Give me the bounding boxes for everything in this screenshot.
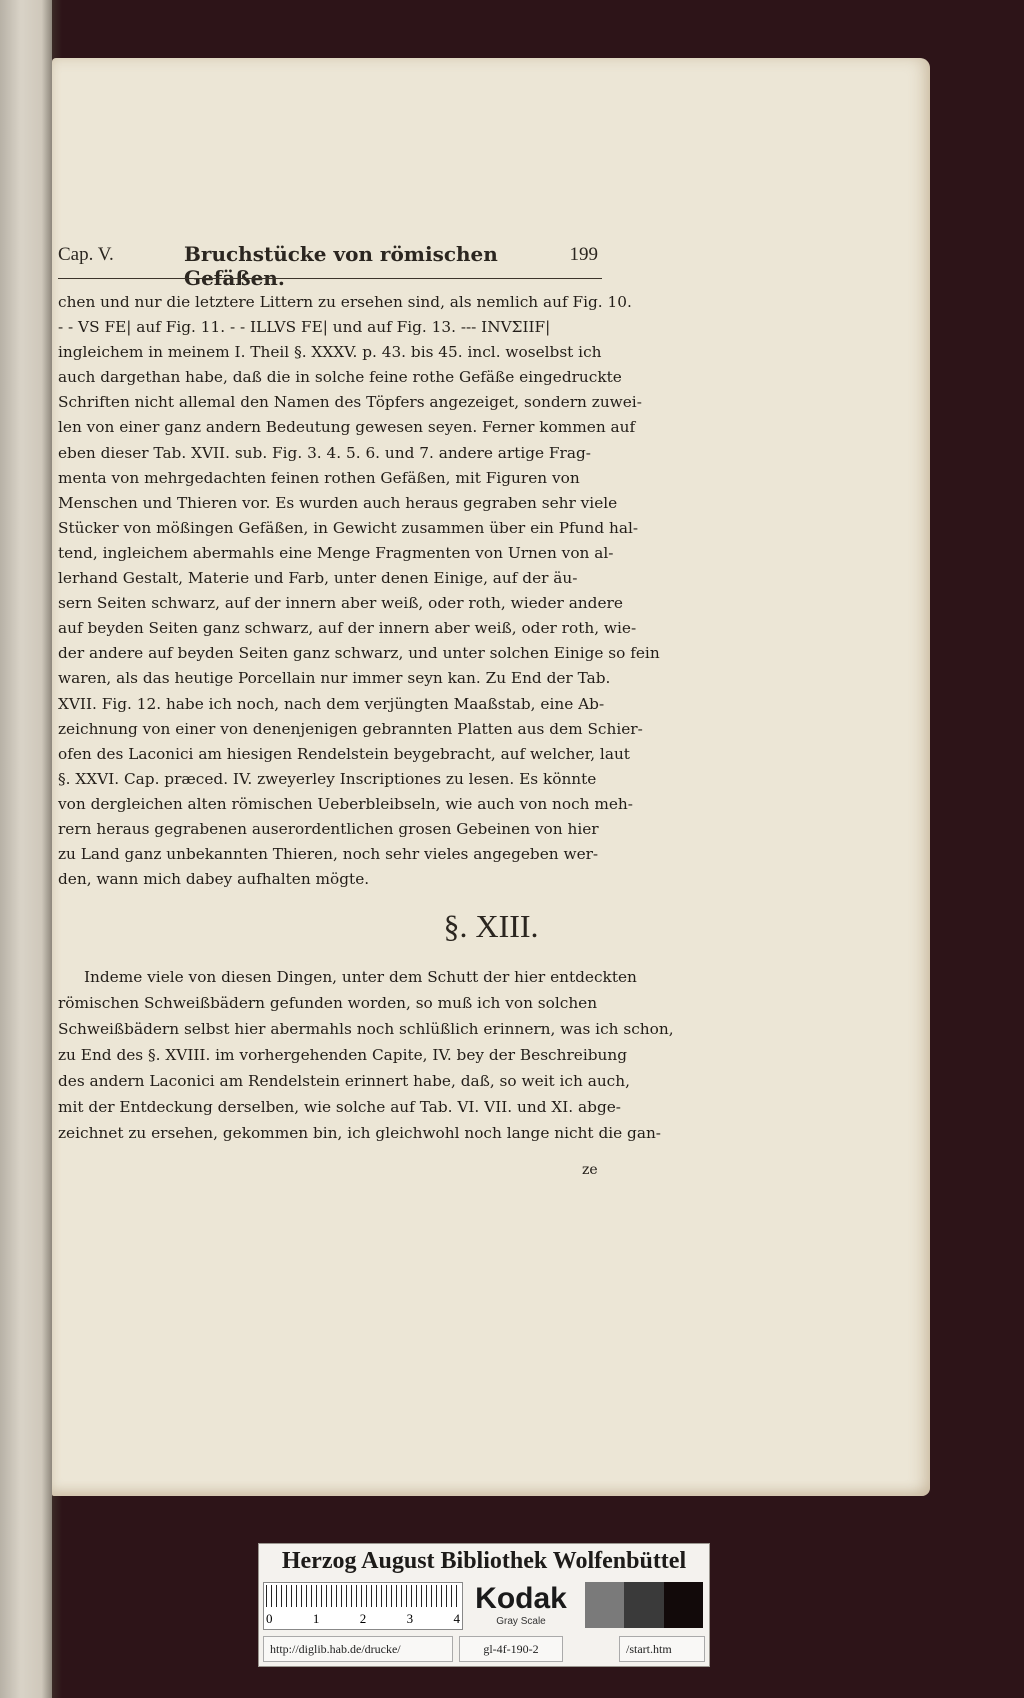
text-line: ingleichem in meinem I. Theil §. XXXV. p. 43. bis 45. incl. woselbst ich <box>58 343 602 362</box>
section-text <box>58 964 674 1146</box>
catchword: ze <box>582 1162 598 1178</box>
ruler-number: 3 <box>406 1611 414 1626</box>
gray-scale-caption: Gray Scale <box>496 1616 546 1627</box>
body-text <box>58 290 660 892</box>
text-line: zeichnet zu ersehen, gekommen bin, ich gleichwohl noch lange nicht die gan- <box>58 1124 661 1142</box>
page-number: 199 <box>569 244 598 265</box>
text-line: auf beyden Seiten ganz schwarz, auf der innern aber weiß, oder roth, wie- <box>58 619 637 638</box>
running-header <box>58 238 598 290</box>
text-line: sern Seiten schwarz, auf der innern aber weiß, oder roth, wieder andere <box>58 594 623 613</box>
text-line: zu End des §. XVIII. im vorhergehenden Capite, IV. bey der Beschreibung <box>58 1046 628 1064</box>
kodak-brand: Kodak <box>475 1582 567 1615</box>
text-line: zeichnung von einer von denenjenigen gebrannten Platten aus dem Schier- <box>58 719 643 738</box>
text-line: ofen des Laconici am hiesigen Rendelstein beygebracht, auf welcher, laut <box>58 744 630 763</box>
gray-swatch <box>664 1582 703 1628</box>
text-line: des andern Laconici am Rendelstein erinnert habe, daß, so weit ich auch, <box>58 1072 630 1090</box>
text-line: eben dieser Tab. XVII. sub. Fig. 3. 4. 5. 6. und 7. andere artige Frag- <box>58 443 591 462</box>
text-line: rern heraus gegrabenen auserordentlichen grosen Gebeinen von hier <box>58 819 599 838</box>
ruler-number: 4 <box>453 1611 460 1626</box>
text-line: mit der Entdeckung derselben, wie solche auf Tab. VI. VII. und XI. abge- <box>58 1098 621 1116</box>
gray-swatch <box>585 1582 624 1628</box>
ruler-ticks <box>266 1585 460 1607</box>
ruler-number: 1 <box>312 1611 320 1626</box>
section-heading: §. XIII. <box>443 908 539 944</box>
text-line: Schriften nicht allemal den Namen des Töpfers angezeiget, sondern zuwei- <box>58 393 642 412</box>
text-line: lerhand Gestalt, Materie und Farb, unter denen Einige, auf der äu- <box>58 569 578 588</box>
text-line: von dergleichen alten römischen Ueberbleibseln, wie auch von noch meh- <box>58 794 633 813</box>
ruler-number: 2 <box>359 1611 367 1626</box>
gray-swatch <box>624 1582 663 1628</box>
text-line: Stücker von mößingen Gefäßen, in Gewicht zusammen über ein Pfund hal- <box>58 518 639 537</box>
text-line: waren, als das heutige Porcellain nur immer seyn kan. Zu End der Tab. <box>58 669 611 688</box>
library-name: Herzog August Bibliothek Wolfenbüttel <box>281 1548 687 1574</box>
kodak-logo <box>465 1582 577 1628</box>
text-line: §. XXVI. Cap. præced. IV. zweyerley Inscriptiones zu lesen. Es könnte <box>58 769 597 788</box>
text-line: römischen Schweißbädern gefunden worden, so muß ich von solchen <box>58 994 598 1012</box>
text-line: Schweißbädern selbst hier abermahls noch schlüßlich erinnern, was ich schon, <box>58 1020 674 1038</box>
text-line: auch dargethan habe, daß die in solche feine rothe Gefäße eingedruckte <box>58 368 622 387</box>
text-line: tend, ingleichem abermahls eine Menge Fragmenten von Urnen von al- <box>58 543 614 562</box>
url-suffix: /start.htm <box>619 1636 705 1662</box>
library-label <box>258 1543 710 1667</box>
source-url: http://diglib.hab.de/drucke/ <box>263 1636 453 1662</box>
text-line: der andere auf beyden Seiten ganz schwarz, und unter solchen Einige so fein <box>58 644 660 663</box>
running-title: Bruchstücke von römischen Gefäßen. <box>184 242 498 290</box>
text-line: Menschen und Thieren vor. Es wurden auch heraus gegraben sehr viele <box>58 493 618 512</box>
header-rule <box>58 278 602 279</box>
ruler-number: 0 <box>266 1611 273 1626</box>
text-line: - - VS FE| auf Fig. 11. - - ILLVS FE| und auf Fig. 13. --- INVΣIIF| <box>58 318 551 337</box>
ruler-scale <box>263 1582 463 1630</box>
text-line: den, wann mich dabey aufhalten mögte. <box>58 870 370 889</box>
text-line: XVII. Fig. 12. habe ich noch, nach dem verjüngten Maaßstab, eine Ab- <box>58 694 605 713</box>
text-line: len von einer ganz andern Bedeutung gewesen seyen. Ferner kommen auf <box>58 418 636 437</box>
text-line: chen und nur die letztere Littern zu ersehen sind, als nemlich auf Fig. 10. <box>58 293 632 311</box>
chapter-label: Cap. V. <box>58 244 114 265</box>
ruler-numbers <box>266 1611 460 1627</box>
shelfmark: gl-4f-190-2 <box>459 1636 563 1662</box>
gray-swatches <box>585 1582 703 1628</box>
text-line: menta von mehrgedachten feinen rothen Gefäßen, mit Figuren von <box>58 468 580 487</box>
left-page-edge <box>0 0 52 1698</box>
text-line: Indeme viele von diesen Dingen, unter dem Schutt der hier entdeckten <box>84 968 637 986</box>
text-line: zu Land ganz unbekannten Thieren, noch sehr vieles angegeben wer- <box>58 845 599 864</box>
